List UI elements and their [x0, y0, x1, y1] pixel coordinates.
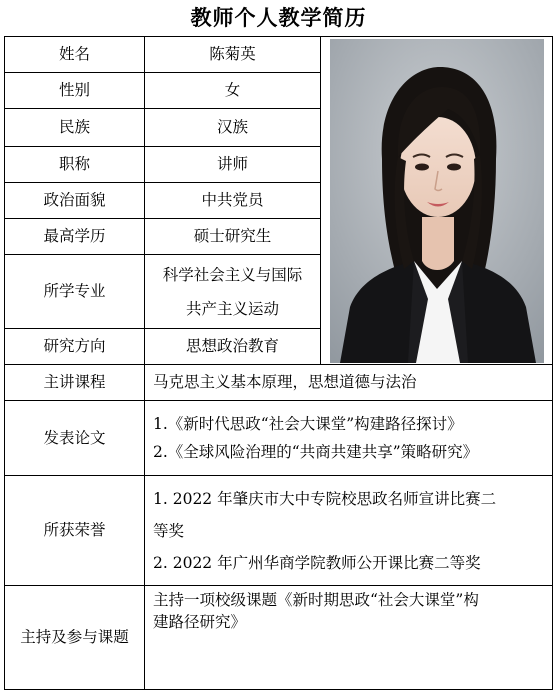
table-row [5, 586, 553, 690]
honors-value [145, 476, 553, 586]
title-label: 职称 [5, 147, 145, 183]
project-line: 建路径研究》 [153, 613, 247, 631]
table-row [5, 365, 553, 401]
name-label: 姓名 [5, 37, 145, 73]
major-line: 科学社会主义与国际 [162, 265, 303, 284]
table-row [5, 37, 553, 73]
research-label: 研究方向 [5, 329, 145, 365]
photo-cell [321, 37, 553, 365]
major-value [145, 255, 321, 329]
education-label: 最高学历 [5, 219, 145, 255]
table-row [5, 476, 553, 586]
honor-item: 2. 2022 年广州华商学院教师公开课比赛二等奖 [153, 553, 481, 572]
name-value: 陈菊英 [145, 37, 321, 73]
table-row [5, 401, 553, 476]
page-title: 教师个人教学简历 [190, 5, 367, 30]
projects-value [145, 586, 553, 690]
politics-label: 政治面貌 [5, 183, 145, 219]
resume-table [4, 36, 553, 690]
ethnicity-value: 汉族 [145, 109, 321, 147]
courses-label: 主讲课程 [5, 365, 145, 401]
papers-label: 发表论文 [5, 401, 145, 476]
papers-value [145, 401, 553, 476]
paper-item: 2.《全球风险治理的“共商共建共享”策略研究》 [153, 443, 479, 461]
politics-value: 中共党员 [145, 183, 321, 219]
gender-label: 性别 [5, 73, 145, 109]
projects-label: 主持及参与课题 [5, 586, 145, 690]
project-line: 主持一项校级课题《新时期思政“社会大课堂”构 [153, 591, 479, 609]
title-value: 讲师 [145, 147, 321, 183]
portrait-photo [330, 39, 544, 363]
education-value: 硕士研究生 [145, 219, 321, 255]
honor-item: 等奖 [153, 521, 185, 540]
courses-value: 马克思主义基本原理，思想道德与法治 [145, 365, 553, 401]
major-label: 所学专业 [5, 255, 145, 329]
research-value: 思想政治教育 [145, 329, 321, 365]
paper-item: 1.《新时代思政“社会大课堂”构建路径探讨》 [153, 415, 463, 433]
ethnicity-label: 民族 [5, 109, 145, 147]
honors-label: 所获荣誉 [5, 476, 145, 586]
gender-value: 女 [145, 73, 321, 109]
honor-item: 1. 2022 年肇庆市大中专院校思政名师宣讲比赛二 [153, 489, 497, 508]
major-line: 共产主义运动 [185, 299, 279, 318]
